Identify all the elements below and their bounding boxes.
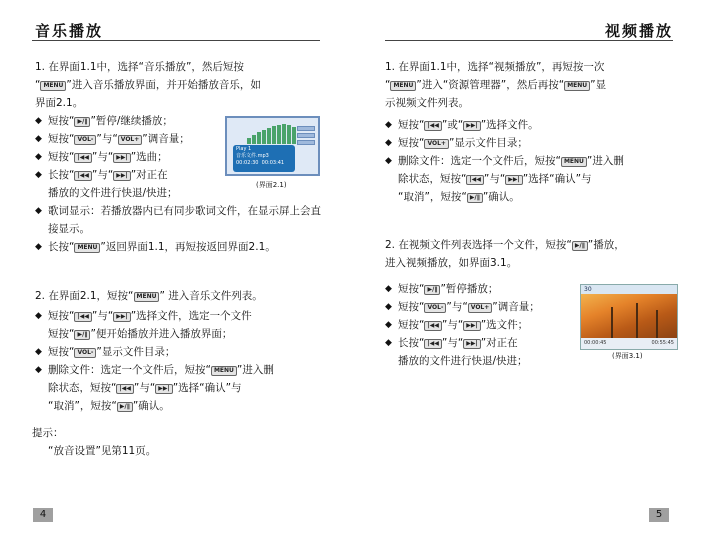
video-status-bar: 30 [581, 285, 677, 294]
next-key-icon: ▶▶| [113, 153, 130, 163]
equalizer-graphic [247, 124, 299, 144]
video-list-instructions: ◆ 短按“ |◀◀ ”或“ ▶▶| ”选择文件。 ◆ 短按“ VOL+ ”显示文件目录； ◆ 删除文件：选定一个文件后，短按“ MENU ”进入删 除状态，短按“ |◀◀ ”与“ ▶▶| ”选择“确认”与 “取消”，短按“ ▶/∥ ”确认。 [385, 116, 685, 206]
title-divider [32, 40, 320, 41]
menu-key-icon: MENU [211, 366, 237, 376]
list-item: ◆ 短按“ |◀◀ ”或“ ▶▶| ”选择文件。 [385, 116, 685, 134]
now-playing-panel: Play 1 音乐文件.mp3 00:02:30 00:03:41 [233, 145, 295, 172]
menu-key-icon: MENU [564, 81, 590, 91]
next-key-icon: ▶▶| [463, 321, 480, 331]
prev-key-icon: |◀◀ [74, 312, 91, 322]
vol-plus-key-icon: VOL+ [468, 303, 493, 313]
play-pause-key-icon: ▶/∥ [117, 402, 133, 412]
video-step-2: 2. 在视频文件列表选择一个文件，短按“ ▶/∥ ”播放， 进入视频播放，如界面3.1。 [385, 239, 625, 269]
vol-plus-key-icon: VOL+ [424, 139, 449, 149]
music-step-1: 1. 在界面1.1中，选择“音乐播放”，然后短按 “ MENU ”进入音乐播放界面，并开始播放音乐，如 界面2.1。 [35, 61, 261, 109]
title-divider [385, 40, 673, 41]
music-file-list-instructions: ◆ 短按“ |◀◀ ”与“ ▶▶| ”选择文件，选定一个文件 短按“ ▶/∥ ”便开始播放并进入播放界面； ◆ 短按“ VOL- ”显示文件目录； ◆ 删除文件：选定一个文件后，短按“ MENU ”进入删 除状态，短按“ |◀◀ ”与“ ▶▶| ”选择“确认”与 “取消”，短按“ ▶/∥ ”确认。 [35, 307, 325, 415]
right-page [352, 0, 703, 539]
next-key-icon: ▶▶| [463, 339, 480, 349]
play-pause-key-icon: ▶/∥ [467, 193, 483, 203]
menu-key-icon: MENU [561, 157, 587, 167]
vol-minus-key-icon: VOL- [74, 348, 96, 358]
list-item: ◆ 短按“ ▶/∥ ”暂停/继续播放； [35, 112, 225, 130]
menu-key-icon: MENU [134, 292, 160, 302]
play-pause-key-icon: ▶/∥ [74, 117, 90, 127]
list-item: ◆ 短按“ VOL- ”与“ VOL+ ”调音量； [385, 298, 580, 316]
menu-key-icon: MENU [390, 81, 416, 91]
list-item: ◆ 短按“ ▶/∥ ”暂停播放； [385, 280, 580, 298]
figure-caption-3-1: (界面3.1) [612, 352, 643, 360]
page-number: 4 [33, 508, 53, 522]
list-item: ◆ 删除文件：选定一个文件后，短按“ MENU ”进入删 [35, 361, 325, 379]
next-key-icon: ▶▶| [113, 312, 130, 322]
list-item: ◆ 短按“ |◀◀ ”与“ ▶▶| ”选择文件，选定一个文件 [35, 307, 325, 325]
prev-key-icon: |◀◀ [466, 175, 483, 185]
video-time-bar: 00:00:45 00:55:45 [581, 338, 677, 349]
music-step-2: 2. 在界面2.1，短按“ MENU ” 进入音乐文件列表。 [35, 290, 263, 302]
tip-note: 提示： “放音设置”见第11页。 [32, 427, 157, 457]
list-item: ◆ 短按“ VOL+ ”显示文件目录； [385, 134, 685, 152]
prev-key-icon: |◀◀ [74, 171, 91, 181]
menu-key-icon: MENU [74, 243, 100, 253]
list-item: ◆ 长按“ |◀◀ ”与“ ▶▶| ”对正在 [385, 334, 580, 352]
menu-key-icon: MENU [40, 81, 66, 91]
list-item: ◆ 删除文件：选定一个文件后，短按“ MENU ”进入删 [385, 152, 685, 170]
next-key-icon: ▶▶| [505, 175, 522, 185]
video-playback-title: 视频播放 [604, 22, 673, 40]
music-playback-title: 音乐播放 [35, 22, 104, 40]
lyrics-and-back-list [35, 202, 325, 256]
play-pause-key-icon: ▶/∥ [572, 241, 588, 251]
prev-key-icon: |◀◀ [424, 339, 441, 349]
prev-key-icon: |◀◀ [424, 121, 441, 131]
list-item: ◆ 短按“ VOL- ”显示文件目录； [35, 343, 325, 361]
vol-minus-key-icon: VOL- [424, 303, 446, 313]
video-step-1: 1. 在界面1.1中，选择“视频播放”，再短按一次 “ MENU ”进入“资源管理器”，然后再按“ MENU ”显 示视频文件列表。 [385, 61, 607, 109]
list-item: ◆ 短按“ |◀◀ ”与“ ▶▶| ”选曲； [35, 148, 225, 166]
next-key-icon: ▶▶| [113, 171, 130, 181]
list-item: ◆ 歌词显示：若播放器内已有同步歌词文件，在显示屏上会直接显示。 [35, 202, 325, 238]
prev-key-icon: |◀◀ [74, 153, 91, 163]
play-pause-key-icon: ▶/∥ [74, 330, 90, 340]
video-player-screenshot [580, 284, 678, 350]
figure-caption-2-1: (界面2.1) [256, 181, 287, 189]
list-item: ◆ 长按“ |◀◀ ”与“ ▶▶| ”对正在 [35, 166, 225, 184]
play-pause-key-icon: ▶/∥ [424, 285, 440, 295]
next-key-icon: ▶▶| [463, 121, 480, 131]
list-item: ◆ 长按“ MENU ”返回界面1.1，再短按返回界面2.1。 [35, 238, 325, 256]
vol-minus-key-icon: VOL- [74, 135, 96, 145]
page-number: 5 [649, 508, 669, 522]
prev-key-icon: |◀◀ [116, 384, 133, 394]
list-item: ◆ 短按“ |◀◀ ”与“ ▶▶| ”选文件； [385, 316, 580, 334]
music-controls-list: ◆ 短按“ ▶/∥ ”暂停/继续播放； ◆ 短按“ VOL- ”与“ VOL+ ”调音量； ◆ 短按“ |◀◀ ”与“ ▶▶| ”选曲； ◆ 长按“ |◀◀ ”与“ ▶▶| ”对正在 播放的文件进行快退/快进； [35, 112, 225, 202]
vol-plus-key-icon: VOL+ [118, 135, 143, 145]
prev-key-icon: |◀◀ [424, 321, 441, 331]
next-key-icon: ▶▶| [155, 384, 172, 394]
list-item: ◆ 短按“ VOL- ”与“ VOL+ ”调音量； [35, 130, 225, 148]
video-controls-list: ◆ 短按“ ▶/∥ ”暂停播放； ◆ 短按“ VOL- ”与“ VOL+ ”调音量； ◆ 短按“ |◀◀ ”与“ ▶▶| ”选文件； ◆ 长按“ |◀◀ ”与“ ▶▶| ”对正在 播放的文件进行快退/快进； [385, 280, 580, 370]
music-player-screenshot [225, 116, 320, 176]
